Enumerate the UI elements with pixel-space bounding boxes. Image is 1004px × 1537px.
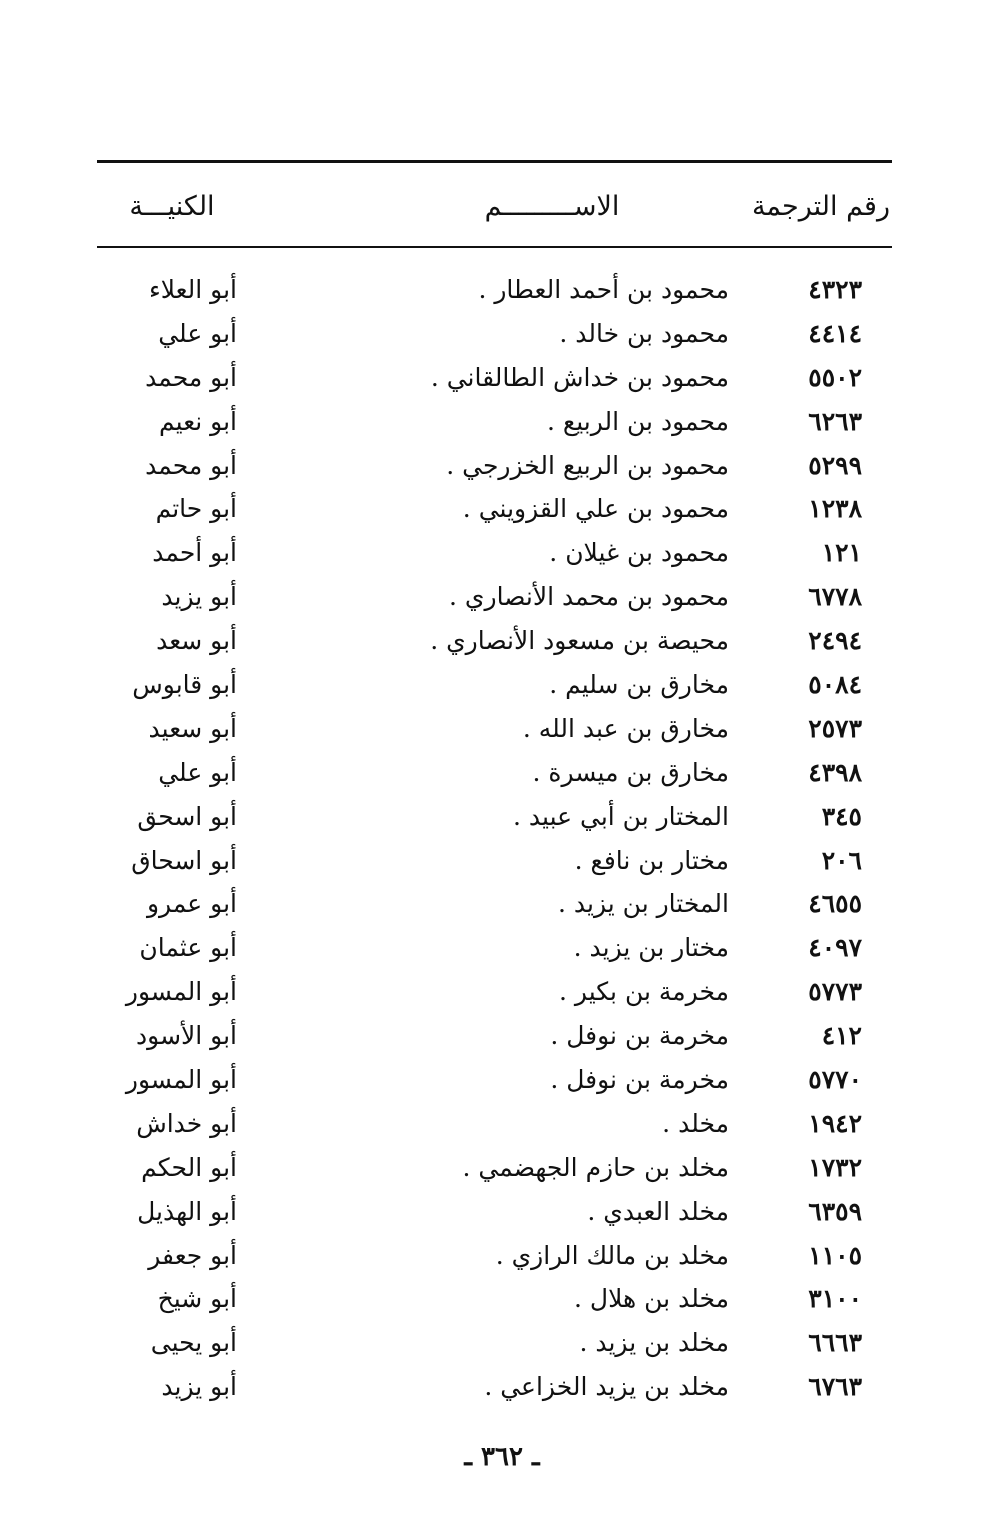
entry-name: محمود بن الربيع .: [547, 406, 729, 436]
entry-name: محمود بن خداش الطالقاني .: [430, 362, 729, 392]
entry-name: محمود بن محمد الأنصاري .: [449, 582, 729, 612]
header-kunya: الكنيـــة: [129, 191, 215, 222]
table-row: [97, 1234, 892, 1278]
entry-name: محمود بن الربيع الخزرجي .: [446, 450, 729, 480]
entry-kunya: أبو علي: [158, 757, 237, 787]
table-row: [97, 795, 892, 839]
entry-name: مخرمة بن نوفل .: [550, 1021, 729, 1051]
entry-kunya: أبو العلاء: [148, 275, 237, 304]
entry-kunya: أبو محمد: [145, 450, 237, 480]
entry-kunya: أبو المسور: [125, 977, 237, 1007]
entry-name: مخلد بن يزيد .: [579, 1328, 729, 1358]
table-row: [97, 487, 892, 531]
header-number: رقم الترجمة: [751, 191, 890, 222]
table-row: [97, 663, 892, 707]
entry-kunya: أبو شيخ: [157, 1284, 237, 1314]
entry-kunya: أبو الحكم: [141, 1152, 237, 1182]
table-row: [97, 1277, 892, 1321]
table-row: [97, 575, 892, 619]
table-row: [97, 444, 892, 488]
entry-number: ٦٣٥٩: [808, 1196, 862, 1226]
table-row: [97, 1058, 892, 1102]
entry-number: ٥٢٩٩: [808, 450, 862, 480]
index-page: [97, 160, 892, 1490]
table-row: [97, 1102, 892, 1146]
entry-kunya: أبو خداش: [136, 1108, 237, 1138]
header-rule: [97, 246, 892, 248]
entry-kunya: أبو المسور: [125, 1065, 237, 1095]
entry-number: ٤٠٩٧: [808, 933, 862, 963]
entry-number: ٤١٢: [821, 1021, 862, 1051]
table-row: [97, 400, 892, 444]
table-header: [97, 182, 892, 232]
entry-number: ١١٠٥: [808, 1240, 862, 1270]
entry-number: ٤٦٥٥: [808, 889, 862, 919]
entry-kunya: أبو عمرو: [146, 889, 237, 919]
entry-number: ٥٥٠٢: [808, 362, 862, 392]
entry-number: ٤٣٩٨: [808, 757, 862, 787]
table-row: [97, 707, 892, 751]
page-number: ـ ٣٦٢ ـ: [464, 1442, 540, 1472]
entry-kunya: أبو جعفر: [148, 1240, 237, 1270]
entry-kunya: أبو نعيم: [159, 406, 237, 436]
entry-name: مخارق بن ميسرة .: [532, 757, 729, 787]
entry-kunya: أبو سعد: [156, 626, 237, 656]
table-row: [97, 531, 892, 575]
entry-kunya: أبو يزيد: [161, 582, 237, 612]
entry-name: مخلد بن يزيد الخزاعي .: [484, 1372, 729, 1402]
entry-kunya: أبو عثمان: [139, 933, 237, 963]
entry-number: ٥٠٨٤: [808, 670, 862, 700]
table-row: [97, 1146, 892, 1190]
entry-kunya: أبو قابوس: [132, 670, 237, 700]
entry-number: ٦٧٦٣: [808, 1372, 862, 1402]
table-row: [97, 268, 892, 312]
entry-name: محمود بن علي القزويني .: [462, 494, 729, 524]
entry-number: ٢٥٧٣: [808, 713, 862, 743]
entry-number: ١٢٣٨: [808, 494, 862, 524]
entry-number: ٢٤٩٤: [808, 626, 862, 656]
entry-name: المختار بن يزيد .: [558, 889, 729, 919]
entry-name: مختار بن يزيد .: [573, 933, 729, 963]
entry-number: ١٩٤٢: [808, 1108, 862, 1138]
table-row: [97, 926, 892, 970]
entry-number: ١٢١: [821, 538, 862, 568]
entry-number: ٥٧٧٣: [808, 977, 862, 1007]
entry-name: المختار بن أبي عبيد .: [513, 801, 729, 831]
entry-kunya: أبو اسحاق: [131, 845, 237, 875]
table-row: [97, 839, 892, 883]
header-name: الاســـــــــم: [484, 191, 620, 222]
table-row: [97, 1321, 892, 1365]
table-row: [97, 312, 892, 356]
table-row: [97, 1190, 892, 1234]
entry-number: ٤٤١٤: [808, 318, 862, 348]
entry-name: مخلد بن حازم الجهضمي .: [462, 1152, 729, 1182]
entry-number: ٣١٠٠: [808, 1284, 862, 1314]
entry-kunya: أبو الأسود: [136, 1021, 237, 1051]
entry-name: مخلد بن هلال .: [574, 1284, 729, 1314]
entry-name: مخلد .: [662, 1108, 729, 1138]
entry-number: ١٧٣٢: [808, 1152, 862, 1182]
table-body: [97, 268, 892, 1409]
entry-kunya: أبو اسحق: [137, 801, 237, 831]
top-rule: [97, 160, 892, 163]
entry-number: ٦٢٦٣: [808, 406, 862, 436]
entry-number: ٥٧٧٠: [808, 1065, 862, 1095]
entry-kunya: أبو يزيد: [161, 1372, 237, 1402]
entry-name: مخارق بن سليم .: [549, 670, 729, 700]
table-row: [97, 356, 892, 400]
entry-kunya: أبو سعيد: [148, 713, 237, 743]
table-row: [97, 970, 892, 1014]
table-row: [97, 751, 892, 795]
entry-name: مخارق بن عبد الله .: [522, 713, 729, 743]
entry-name: محمود بن أحمد العطار .: [478, 275, 729, 304]
entry-kunya: أبو حاتم: [155, 494, 237, 524]
entry-kunya: أبو أحمد: [152, 538, 237, 568]
entry-number: ٣٤٥: [821, 801, 862, 831]
entry-kunya: أبو يحيى: [150, 1328, 237, 1358]
table-row: [97, 1014, 892, 1058]
table-row: [97, 619, 892, 663]
entry-kunya: أبو علي: [158, 318, 237, 348]
entry-name: مختار بن نافع .: [574, 845, 729, 875]
entry-name: محمود بن خالد .: [559, 318, 729, 348]
table-row: [97, 882, 892, 926]
entry-number: ٤٣٢٣: [808, 275, 862, 304]
entry-name: مخلد بن مالك الرازي .: [495, 1240, 729, 1270]
entry-kunya: أبو محمد: [145, 362, 237, 392]
entry-name: مخرمة بن نوفل .: [550, 1065, 729, 1095]
entry-number: ٦٧٧٨: [808, 582, 862, 612]
entry-number: ٦٦٦٣: [808, 1328, 862, 1358]
entry-name: مخرمة بن بكير .: [559, 977, 729, 1007]
entry-number: ٢٠٦: [821, 845, 862, 875]
entry-name: محمود بن غيلان .: [549, 538, 729, 568]
table-row: [97, 1365, 892, 1409]
entry-kunya: أبو الهذيل: [137, 1196, 237, 1226]
entry-name: محيصة بن مسعود الأنصاري .: [430, 626, 729, 656]
entry-name: مخلد العبدي .: [587, 1196, 729, 1226]
